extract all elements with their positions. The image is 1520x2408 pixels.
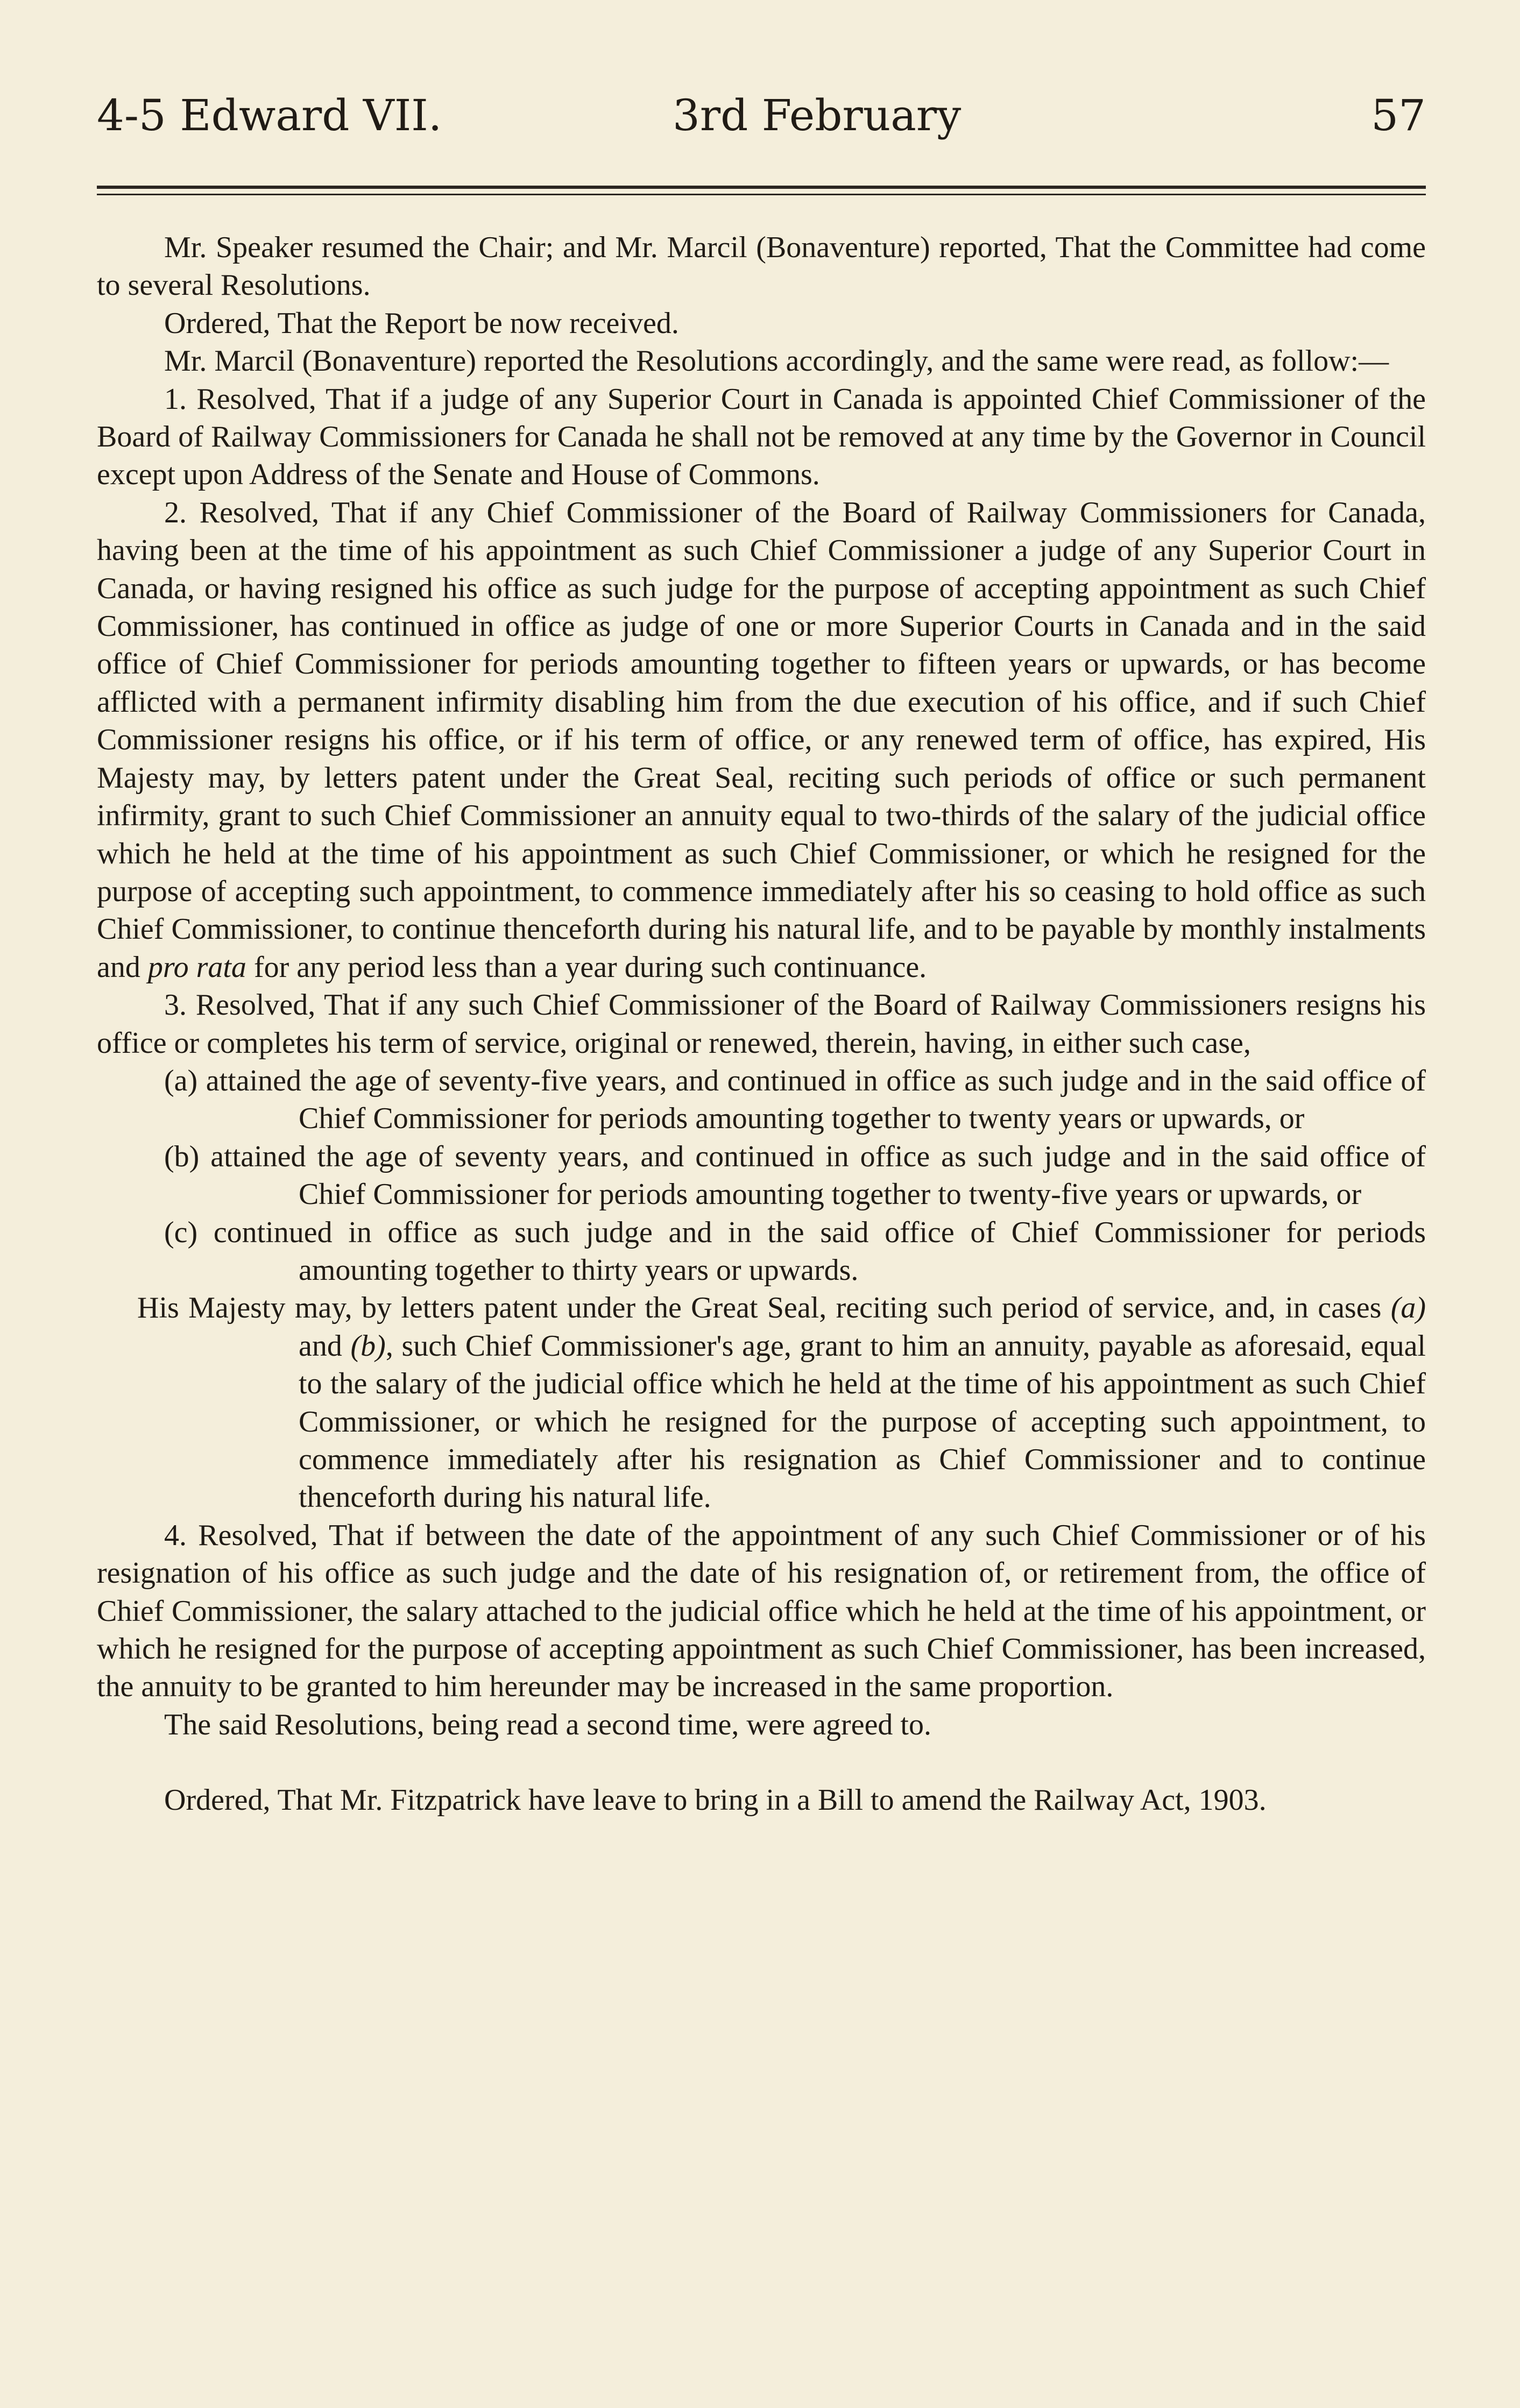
header-rule-thick: [97, 186, 1426, 189]
resolution-3-clause-b: [97, 1138, 1426, 1214]
paragraph-agreed: The said Resolutions, being read a second time, were agreed to.: [164, 1708, 931, 1741]
page-number: 57: [1371, 90, 1426, 140]
clause-c-text: continued in office as such judge and in the said office of Chief Commissioner for periods amounting together to thirty years or upwards.: [197, 1215, 1426, 1287]
majesty-text-2: and: [299, 1329, 351, 1363]
clause-b-text: attained the age of seventy years, and continued in office as such judge and in the said office of Chief Commissioner for periods amounting together to twenty-five years or upwards, or: [199, 1139, 1426, 1212]
resolution-2-italic: pro rata: [147, 950, 246, 984]
resolution-2: [97, 494, 1426, 986]
clause-a-text: attained the age of seventy-five years, and continued in office as such judge and in the said office of Chief Commissioner for periods amounting together to twenty years or upwards, or: [197, 1064, 1426, 1136]
resolution-3: 3. Resolved, That if any such Chief Commissioner of the Board of Railway Commissioners resigns his office or completes his term of service, original or renewed, therein, having, in either such case,: [97, 988, 1426, 1060]
majesty-ref-a: (a): [1390, 1291, 1426, 1325]
page-header: [97, 86, 1426, 145]
resolution-2-tail: for any period less than a year during such continuance.: [246, 950, 927, 984]
resolution-3-clause-c: [97, 1214, 1426, 1290]
resolution-2-text: 2. Resolved, That if any Chief Commissioner of the Board of Railway Commissioners for Canada, having been at the time of his appointment as such Chief Commissioner a judge of any Superior Court in Canada, or having resigned his office as such judge for the purpose of accepting appointment as such Chief Commissioner, has continued in office as judge of one or more Superior Courts in Canada and in the said office of Chief Commissioner for periods amounting together to fifteen years or upwards, or has become afflicted with a permanent infirmity disabling him from the due execution of his office, and if such Chief Commissioner resigns his office, or if his term of office, or any renewed term of office, has expired, His Majesty may, by letters patent under the Great Seal, reciting such periods of office or such permanent infirmity, grant to such Chief Commissioner an annuity equal to two-thirds of the salary of the judicial office which he held at the time of his appointment as such Chief Commissioner, or which he resigned for the purpose of accepting such appointment, to commence immediately after his so ceasing to hold office as such Chief Commissioner, to continue thenceforth during his natural life, and to be payable by monthly instalments and: [97, 495, 1426, 984]
paragraph-speaker-resumed: Mr. Speaker resumed the Chair; and Mr. Marcil (Bonaventure) reported, That the Committee had come to several Resolutions.: [97, 231, 1426, 302]
clause-b-label: (b): [164, 1139, 200, 1173]
paragraph-report-received: Ordered, That the Report be now received.: [164, 306, 679, 340]
resolution-1: 1. Resolved, That if a judge of any Superior Court in Canada is appointed Chief Commissioner of the Board of Railway Commissioners for Canada he shall not be removed at any time by the Governor in Council except upon Address of the Senate and House of Commons.: [97, 382, 1426, 492]
regnal-year: 4-5 Edward VII.: [97, 90, 442, 140]
journal-body: [97, 229, 1426, 1819]
resolution-3-clause-a: [97, 1062, 1426, 1138]
paragraph-spacer: [97, 1744, 1426, 1781]
majesty-ref-b: (b): [350, 1329, 386, 1363]
majesty-text-1: His Majesty may, by letters patent under the Great Seal, reciting such period of service, and, in cases: [137, 1291, 1391, 1325]
resolution-3-majesty: [97, 1289, 1426, 1516]
paragraph-bill-leave: Ordered, That Mr. Fitzpatrick have leave to bring in a Bill to amend the Railway Act, 1903.: [164, 1783, 1267, 1817]
clause-c-label: (c): [164, 1215, 198, 1249]
clause-a-label: (a): [164, 1064, 198, 1097]
page-date: 3rd February: [673, 90, 962, 140]
paragraph-resolutions-read: Mr. Marcil (Bonaventure) reported the Resolutions accordingly, and the same were read, as follow:—: [164, 344, 1389, 378]
header-rule-thin: [97, 194, 1426, 195]
resolution-4: 4. Resolved, That if between the date of the appointment of any such Chief Commissioner or of his resignation of his office as such judge and the date of his resignation of, or retirement from, the office of Chief Commissioner, the salary attached to the judicial office which he held at the time of his appointment, or which he resigned for the purpose of accepting appointment as such Chief Commissioner, has been increased, the annuity to be granted to him hereunder may be increased in the same proportion.: [97, 1518, 1426, 1704]
majesty-text-3: , such Chief Commissioner's age, grant to him an annuity, payable as aforesaid, equal to the salary of the judicial office which he held at the time of his appointment as such Chief Commissioner, or which he resigned for the purpose of accepting such appointment, to commence immediately after his resignation as Chief Commissioner and to continue thenceforth during his natural life.: [299, 1329, 1426, 1514]
